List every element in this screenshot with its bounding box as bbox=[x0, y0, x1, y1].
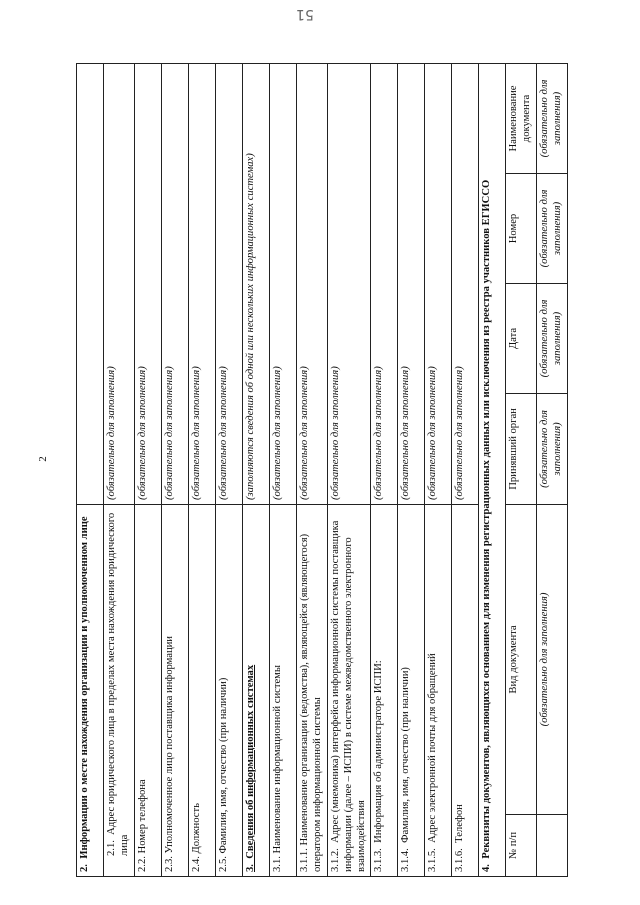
table-row bbox=[161, 63, 188, 876]
field-label: 2.5. Фамилия, имя, отчество (при наличии) bbox=[215, 504, 242, 876]
table-row bbox=[188, 63, 215, 876]
field-label: 3.1.6. Телефон bbox=[452, 504, 479, 876]
field-value: (обязательно для заполнения) bbox=[327, 63, 371, 504]
field-value: (обязательно для заполнения) bbox=[452, 63, 479, 504]
section-4-heading: 4. Реквизиты документов, являющихся основанием для изменения регистрационных данных или исключения из реестра участников ЕГИССО bbox=[479, 63, 506, 876]
field-value: (обязательно для заполнения) bbox=[425, 63, 452, 504]
section-2-heading-row bbox=[77, 63, 104, 876]
field-value: (обязательно для заполнения) bbox=[188, 63, 215, 504]
field-value: (обязательно для заполнения) bbox=[161, 63, 188, 504]
field-value: (обязательно для заполнения) bbox=[269, 63, 296, 504]
field-label: 2.3. Уполномоченное лицо поставщика информации bbox=[161, 504, 188, 876]
table-cell: (обязательно для заполнения) bbox=[537, 63, 568, 173]
table-row bbox=[452, 63, 479, 876]
field-label: 3.1.5. Адрес электронной почты для обращений bbox=[425, 504, 452, 876]
field-value: (обязательно для заполнения) bbox=[296, 63, 327, 504]
table-row bbox=[327, 63, 371, 876]
handwritten-page-number: 51 bbox=[296, 6, 314, 22]
field-value: (обязательно для заполнения) bbox=[371, 63, 398, 504]
page-number: 2 bbox=[36, 456, 49, 462]
column-header: Принявший орган bbox=[506, 393, 537, 504]
field-value: (обязательно для заполнения) bbox=[104, 63, 135, 504]
field-label: 2.2. Номер телефона bbox=[134, 504, 161, 876]
column-header: Номер bbox=[506, 173, 537, 283]
table-cell: (обязательно для заполнения) bbox=[537, 173, 568, 283]
column-header: № п/п bbox=[506, 815, 537, 877]
table-cell: (обязательно для заполнения) bbox=[537, 393, 568, 504]
column-header: Наименование документа bbox=[506, 63, 537, 173]
column-header: Дата bbox=[506, 283, 537, 393]
field-label: 3.1.1. Наименование организации (ведомства), являющейся (являющегося) оператором информационной системы bbox=[296, 504, 327, 876]
section-3-note: (заполняются сведения об одной или нескольких информационных системах) bbox=[242, 63, 269, 504]
table-row bbox=[215, 63, 242, 876]
field-label: 3.1.2. Адрес (мнемоника) интерфейса информационной системы поставщика информации (далее – ИСПИ) в системе межведомственного электронного взаимодействия bbox=[327, 504, 371, 876]
field-label: 2.4. Должность bbox=[188, 504, 215, 876]
field-label: 3.1.3. Информация об администраторе ИСПИ: bbox=[371, 504, 398, 876]
table-cell bbox=[537, 815, 568, 877]
table-row bbox=[134, 63, 161, 876]
field-value: (обязательно для заполнения) bbox=[215, 63, 242, 504]
field-label: 3.1.4. Фамилия, имя, отчество (при наличии) bbox=[398, 504, 425, 876]
table-row bbox=[104, 63, 135, 876]
table-row bbox=[398, 63, 425, 876]
field-value: (обязательно для заполнения) bbox=[398, 63, 425, 504]
section-3-heading-row bbox=[242, 63, 269, 876]
field-value: (обязательно для заполнения) bbox=[134, 63, 161, 504]
section-4-header-row bbox=[506, 63, 537, 876]
section-3-heading: 3. Сведения об информационных системах bbox=[242, 504, 269, 876]
registration-form-table bbox=[76, 63, 568, 877]
table-row bbox=[371, 63, 398, 876]
section-4-data-row bbox=[537, 63, 568, 876]
column-header: Вид документа bbox=[506, 504, 537, 814]
section-2-heading: 2. Информации о месте нахождения организации и уполномоченном лице bbox=[77, 504, 104, 876]
table-row bbox=[269, 63, 296, 876]
table-cell: (обязательно для заполнения) bbox=[537, 504, 568, 814]
table-row bbox=[296, 63, 327, 876]
rotated-form-table bbox=[76, 64, 581, 877]
field-label: 2.1. Адрес юридического лица в пределах места нахождения юридического лица bbox=[104, 504, 135, 876]
table-row bbox=[425, 63, 452, 876]
table-cell: (обязательно для заполнения) bbox=[537, 283, 568, 393]
section-4-heading-row bbox=[479, 63, 506, 876]
field-label: 3.1. Наименование информационной системы bbox=[269, 504, 296, 876]
